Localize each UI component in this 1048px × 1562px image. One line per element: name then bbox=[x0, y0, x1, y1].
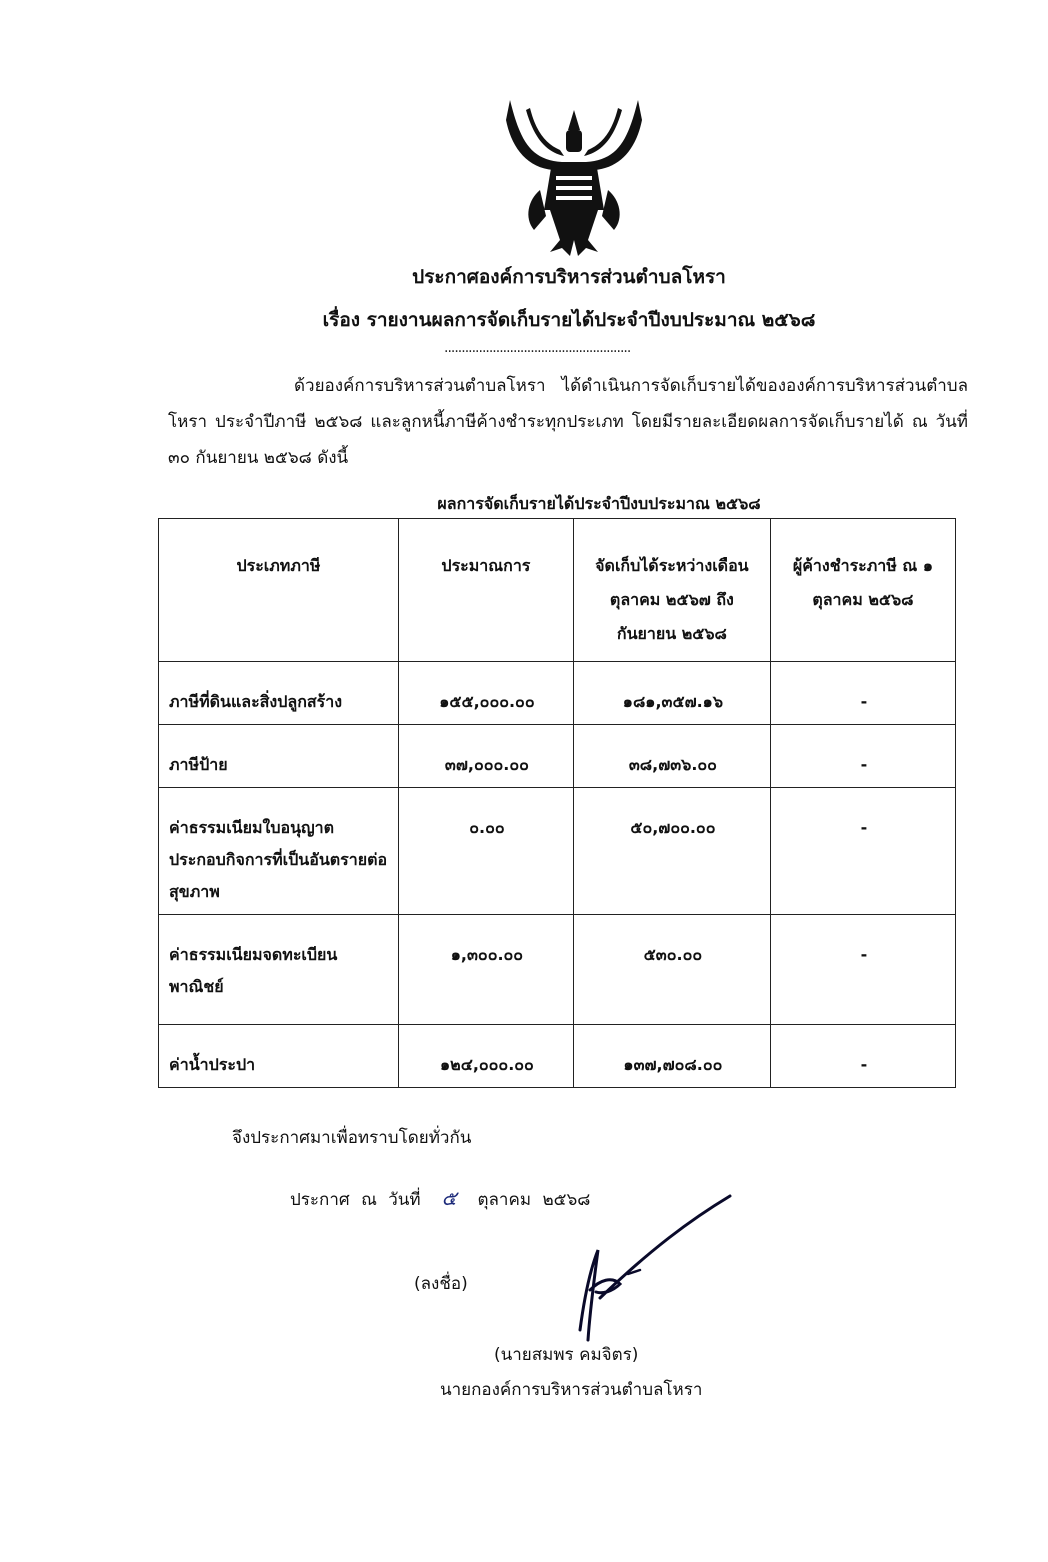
cell-estimate: ๑๒๔,๐๐๐.๐๐ bbox=[398, 1025, 573, 1088]
intro-paragraph-text: ด้วยองค์การบริหารส่วนตำบลโหรา ได้ดำเนินการจัดเก็บรายได้ขององค์การบริหารส่วนตำบลโหรา ประจำปีภาษี ๒๕๖๘ และลูกหนี้ภาษีค้างชำระทุกประเภท โดยมีรายละเอียดผลการจัดเก็บรายได้ ณ วันที่ ๓๐ กันยายน ๒๕๖๘ ดังนี้ bbox=[168, 376, 968, 468]
announcement-subject: เรื่อง รายงานผลการจัดเก็บรายได้ประจำปีงบประมาณ ๒๕๖๘ bbox=[322, 309, 816, 331]
table-row bbox=[159, 725, 956, 788]
cell-arrears: - bbox=[770, 788, 955, 915]
cell-tax-type: ค่าธรรมเนียมจดทะเบียน พาณิชย์ bbox=[159, 915, 399, 1025]
signer-position: นายกองค์การบริหารส่วนตำบลโหรา bbox=[440, 1380, 703, 1400]
title-separator: ...................................................... bbox=[444, 340, 631, 356]
signer-name: (นายสมพร คมจิตร) bbox=[494, 1345, 639, 1365]
date-day-handwritten: ๕ bbox=[441, 1186, 457, 1210]
cell-estimate: ๓๗,๐๐๐.๐๐ bbox=[398, 725, 573, 788]
header-arrears: ผู้ค้างชำระภาษี ณ ๑ ตุลาคม ๒๕๖๘ bbox=[770, 519, 955, 662]
cell-arrears: - bbox=[770, 1025, 955, 1088]
revenue-table bbox=[158, 518, 956, 1088]
cell-estimate: ๑,๓๐๐.๐๐ bbox=[398, 915, 573, 1025]
cell-tax-type: ค่าน้ำประปา bbox=[159, 1025, 399, 1088]
cell-collected: ๑๘๑,๓๕๗.๑๖ bbox=[573, 662, 770, 725]
cell-arrears: - bbox=[770, 662, 955, 725]
date-suffix: ตุลาคม ๒๕๖๘ bbox=[477, 1190, 591, 1210]
table-caption: ผลการจัดเก็บรายได้ประจำปีงบประมาณ ๒๕๖๘ bbox=[437, 494, 761, 513]
cell-arrears: - bbox=[770, 725, 955, 788]
table-row bbox=[159, 662, 956, 725]
header-tax-type: ประเภทภาษี bbox=[159, 519, 399, 662]
table-row bbox=[159, 1025, 956, 1088]
announcement-title: ประกาศองค์การบริหารส่วนตำบลโหรา bbox=[412, 266, 726, 288]
cell-estimate: ๑๕๕,๐๐๐.๐๐ bbox=[398, 662, 573, 725]
cell-tax-type: ค่าธรรมเนียมใบอนุญาต ประกอบกิจการที่เป็นอันตรายต่อสุขภาพ bbox=[159, 788, 399, 915]
cell-estimate: ๐.๐๐ bbox=[398, 788, 573, 915]
table-header-row bbox=[159, 519, 956, 662]
cell-tax-type: ภาษีป้าย bbox=[159, 725, 399, 788]
cell-collected: ๓๘,๗๓๖.๐๐ bbox=[573, 725, 770, 788]
cell-collected: ๕๓๐.๐๐ bbox=[573, 915, 770, 1025]
intro-paragraph bbox=[168, 368, 968, 476]
header-collected: จัดเก็บได้ระหว่างเดือน ตุลาคม ๒๕๖๗ ถึง กันยายน ๒๕๖๘ bbox=[573, 519, 770, 662]
signed-label: (ลงชื่อ) bbox=[414, 1274, 468, 1294]
cell-collected: ๑๓๗,๗๐๘.๐๐ bbox=[573, 1025, 770, 1088]
garuda-emblem-icon bbox=[500, 90, 648, 260]
cell-arrears: - bbox=[770, 915, 955, 1025]
header-estimate: ประมาณการ bbox=[398, 519, 573, 662]
date-prefix: ประกาศ ณ วันที่ bbox=[290, 1190, 421, 1210]
cell-tax-type: ภาษีที่ดินและสิ่งปลูกสร้าง bbox=[159, 662, 399, 725]
closing-announcement: จึงประกาศมาเพื่อทราบโดยทั่วกัน bbox=[232, 1128, 472, 1148]
table-row bbox=[159, 788, 956, 915]
table-row bbox=[159, 915, 956, 1025]
cell-collected: ๕๐,๗๐๐.๐๐ bbox=[573, 788, 770, 915]
